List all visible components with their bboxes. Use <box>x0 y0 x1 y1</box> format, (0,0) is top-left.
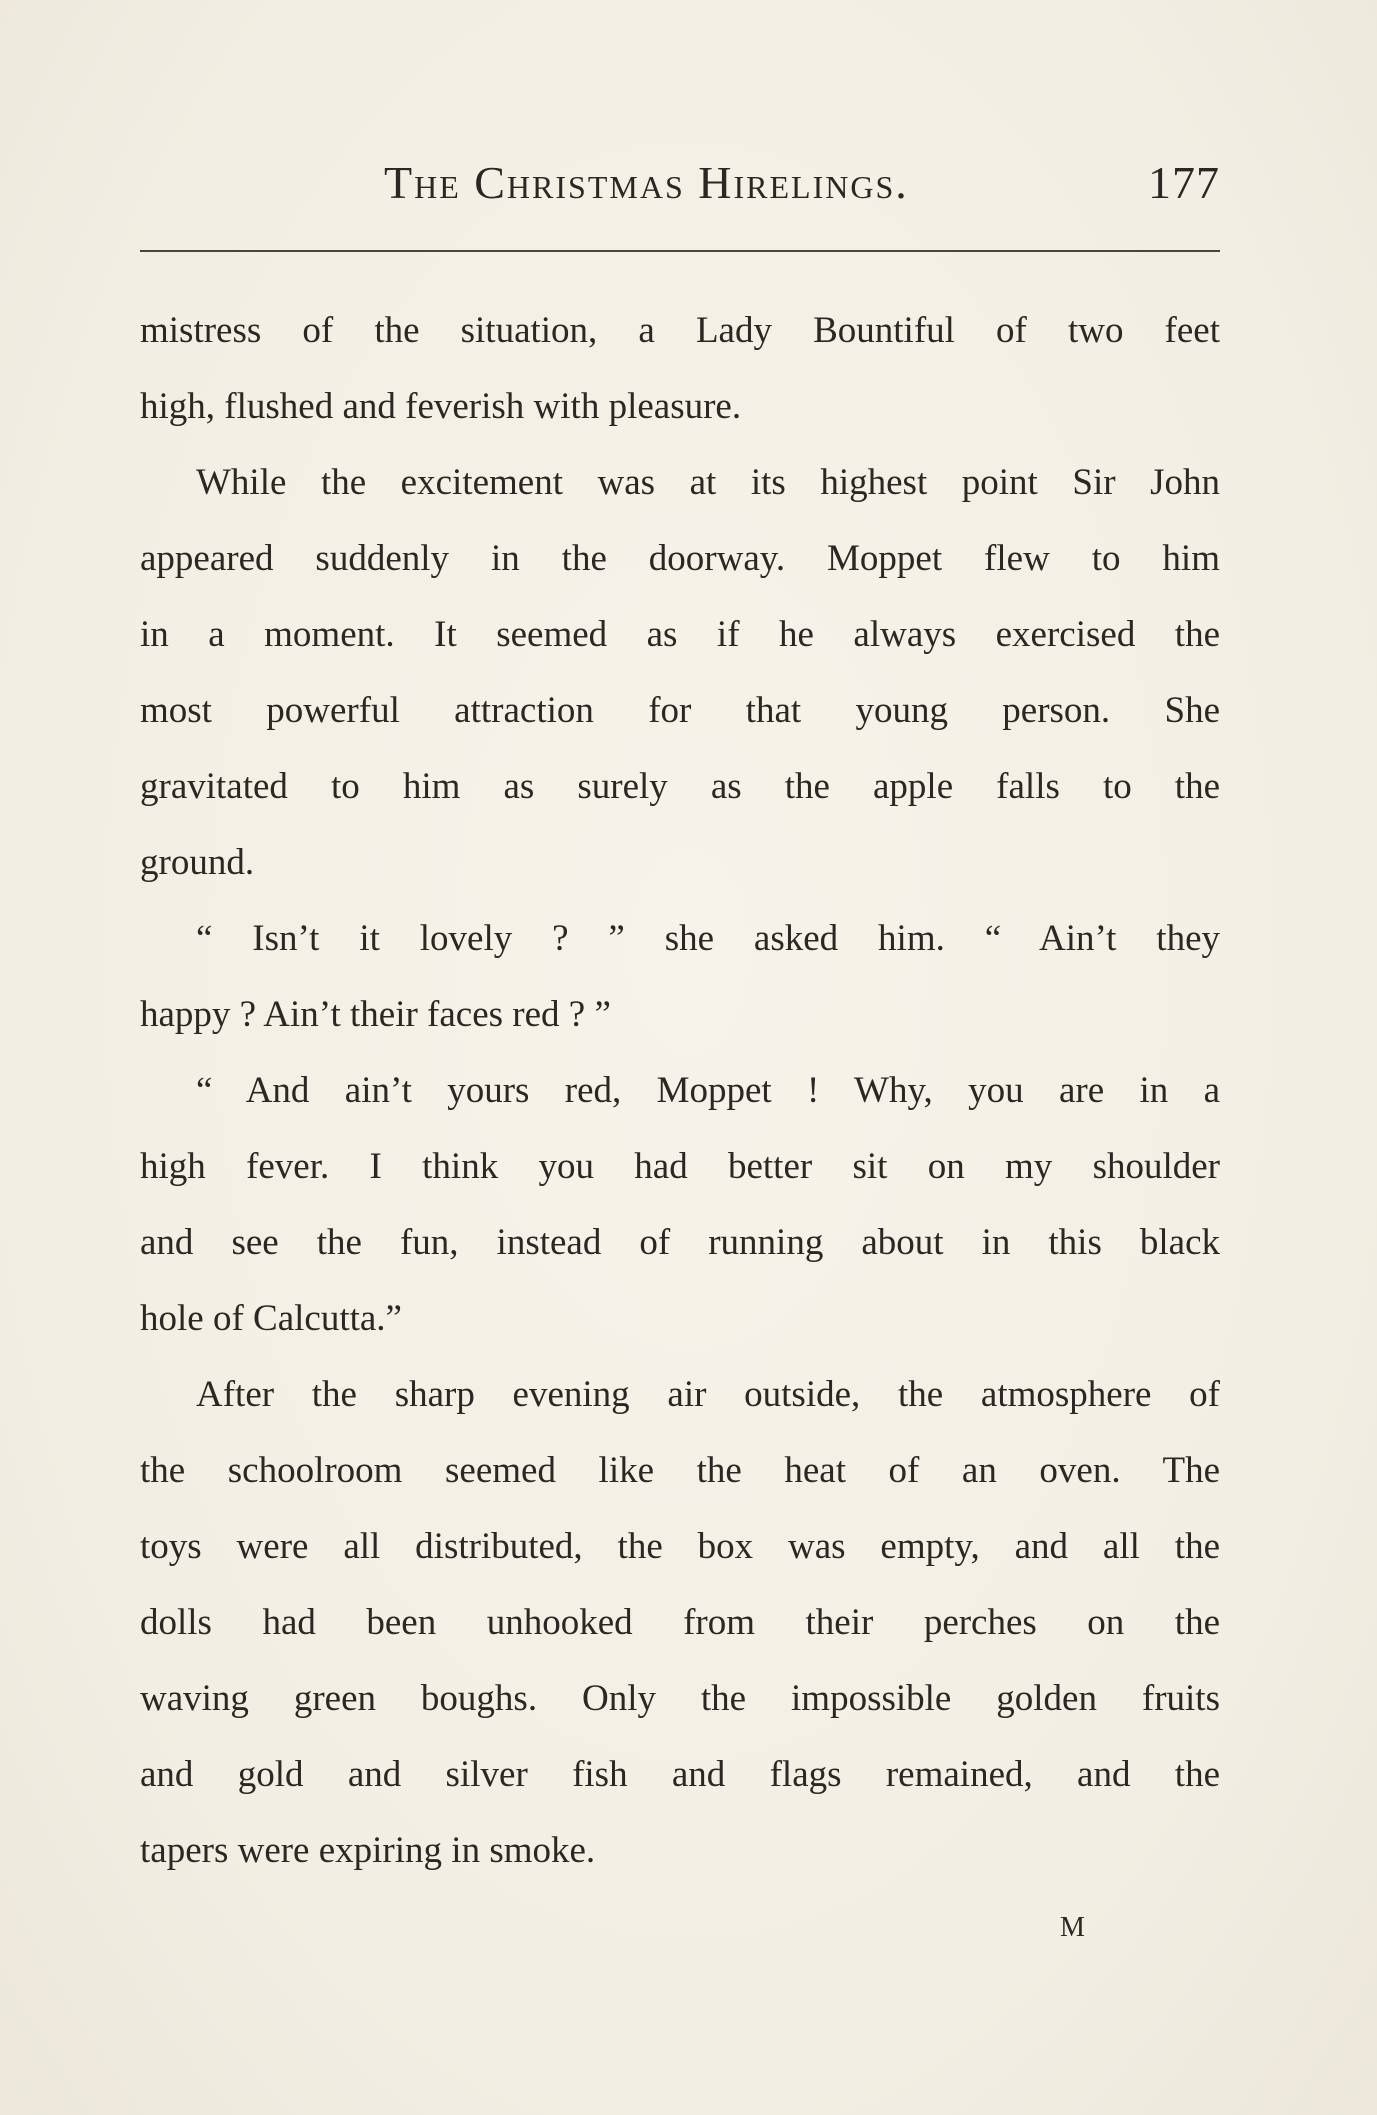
header-rule <box>140 250 1220 252</box>
running-head <box>140 156 1220 216</box>
text-line: “ Isn’t it lovely ? ” she asked him. “ Ain’t they <box>196 918 1220 959</box>
text-line: tapers were expiring in smoke. <box>140 1830 596 1871</box>
signature-mark: M <box>1060 1912 1086 1943</box>
text-line: most powerful attraction for that young person. She <box>140 690 1220 731</box>
text-line: While the excitement was at its highest point Sir John <box>196 462 1220 503</box>
text-line: in a moment. It seemed as if he always exercised the <box>140 614 1220 655</box>
text-line: and gold and silver fish and flags remained, and the <box>140 1754 1220 1795</box>
text-line: ground. <box>140 842 255 883</box>
text-line: the schoolroom seemed like the heat of an oven. The <box>140 1450 1220 1491</box>
text-line: appeared suddenly in the doorway. Moppet flew to him <box>140 538 1220 579</box>
page-number: 177 <box>1148 157 1220 208</box>
text-line: dolls had been unhooked from their perches on the <box>140 1602 1220 1643</box>
text-line: high, flushed and feverish with pleasure. <box>140 386 742 427</box>
text-line: waving green boughs. Only the impossible golden fruits <box>140 1678 1220 1719</box>
text-line: toys were all distributed, the box was empty, and all the <box>140 1526 1220 1567</box>
body-text <box>140 293 1220 1889</box>
text-line: and see the fun, instead of running about in this black <box>140 1222 1220 1263</box>
text-line: high fever. I think you had better sit on my shoulder <box>140 1146 1220 1187</box>
text-line: happy ? Ain’t their faces red ? ” <box>140 994 611 1035</box>
text-line: After the sharp evening air outside, the atmosphere of <box>196 1374 1220 1415</box>
text-line: mistress of the situation, a Lady Bountiful of two feet <box>140 310 1220 351</box>
text-line: “ And ain’t yours red, Moppet ! Why, you are in a <box>196 1070 1220 1111</box>
text-line: hole of Calcutta.” <box>140 1298 402 1339</box>
text-line: gravitated to him as surely as the apple falls to the <box>140 766 1220 807</box>
running-title: The Christmas Hirelings. <box>384 157 909 208</box>
